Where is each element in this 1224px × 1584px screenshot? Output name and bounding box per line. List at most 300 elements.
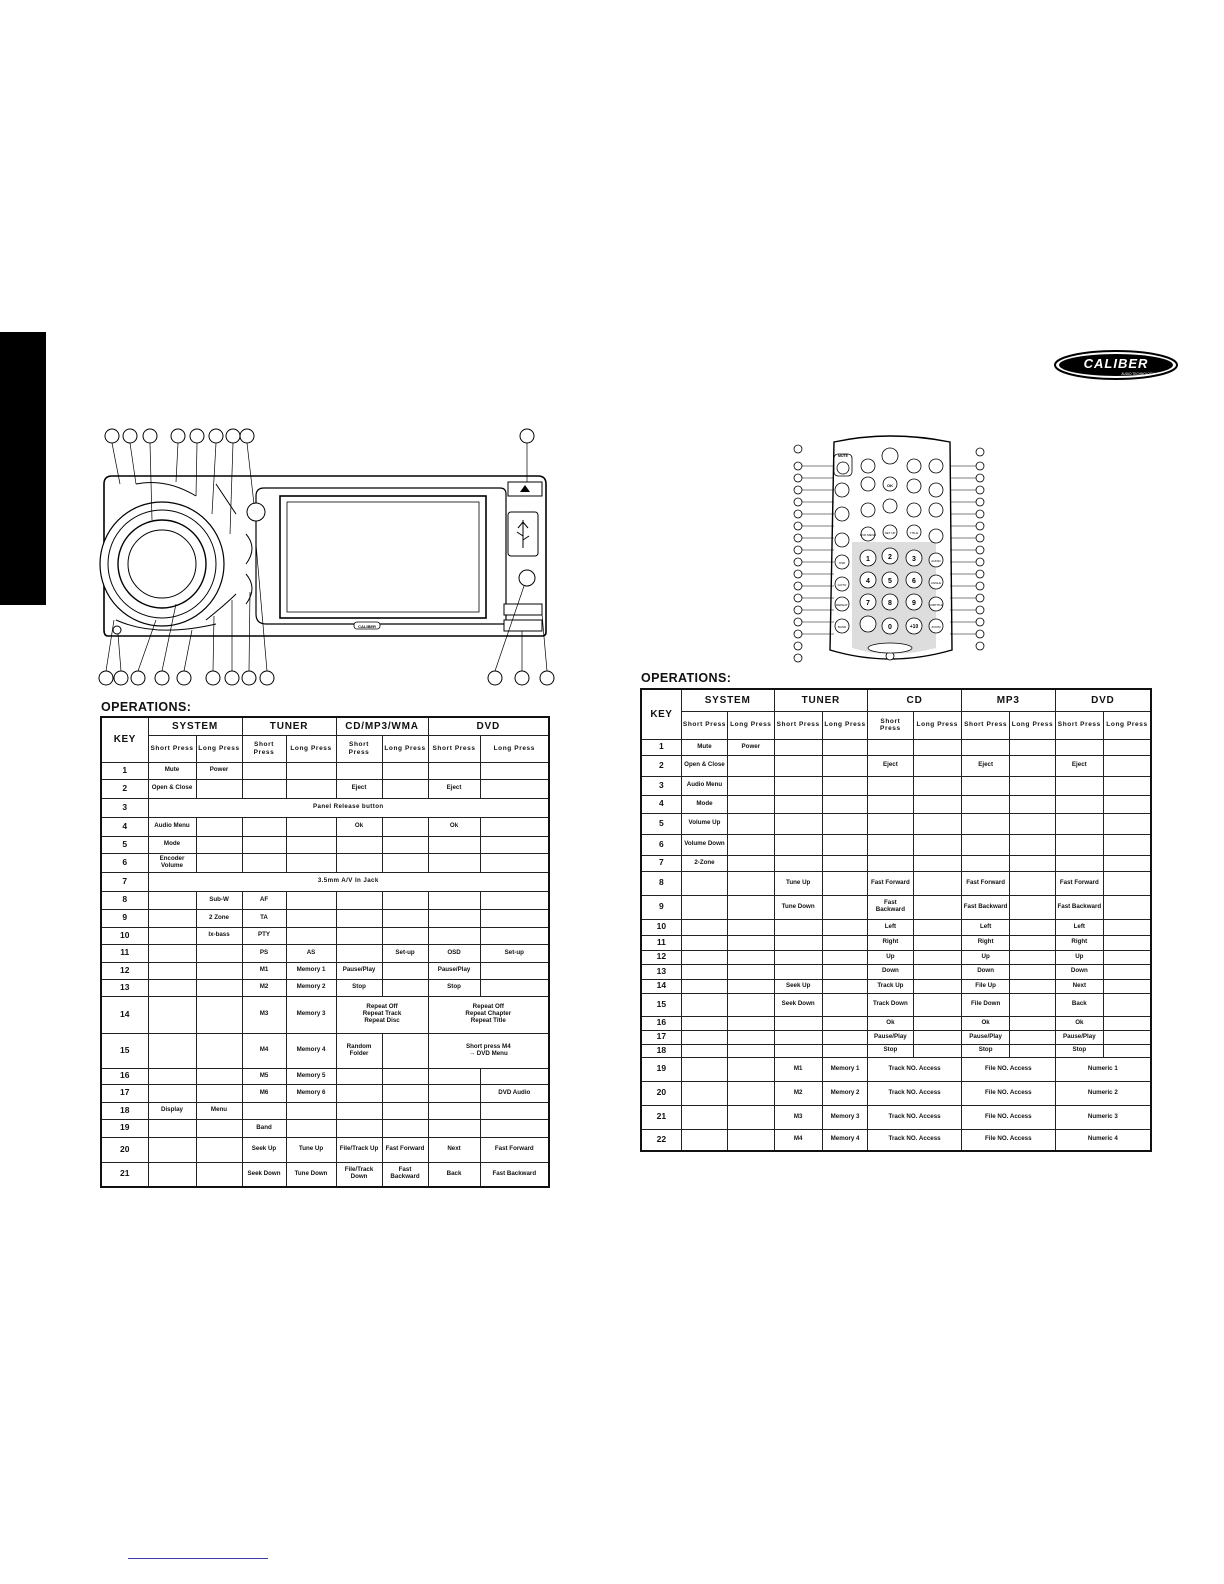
table-cell: Fast Backward: [480, 1162, 549, 1187]
sub-header: Long Press: [286, 735, 336, 762]
table-row: [641, 1081, 1151, 1105]
table-cell: [1010, 739, 1055, 755]
table-cell: [822, 739, 867, 755]
table-cell: [961, 795, 1009, 813]
table-cell: Down: [1055, 964, 1103, 979]
table-cell: Pause/Play: [961, 1030, 1009, 1044]
table-row: [101, 1102, 549, 1119]
wide-cell: Track NO. Access: [868, 1129, 962, 1151]
svg-text:1: 1: [866, 556, 870, 563]
key-cell: 15: [101, 1033, 148, 1068]
table-cell: Volume Down: [681, 834, 727, 855]
table-row: [101, 872, 549, 891]
table-cell: Eject: [336, 779, 382, 798]
span-cell: 3.5mm A/V In Jack: [148, 872, 549, 891]
key-cell: 10: [641, 919, 681, 935]
table-cell: [382, 817, 428, 836]
wide-cell: Track NO. Access: [868, 1057, 962, 1081]
table-cell: [681, 1057, 727, 1081]
sub-header: Short Press: [774, 711, 822, 739]
table-cell: [728, 895, 774, 919]
repeat-option: Repeat Off: [472, 1003, 504, 1011]
svg-text:AUDIO TECHNOLOGY: AUDIO TECHNOLOGY: [1121, 372, 1155, 376]
table-row: [641, 950, 1151, 964]
table-cell: [1010, 795, 1055, 813]
table-cell: [148, 927, 196, 944]
svg-text:OSD: OSD: [838, 561, 846, 565]
table-cell: Stop: [336, 979, 382, 996]
table-cell: [1055, 776, 1103, 795]
table-cell: [868, 776, 913, 795]
table-cell: [868, 795, 913, 813]
svg-text:SUBTITLE: SUBTITLE: [928, 603, 944, 607]
table-cell: [913, 855, 961, 871]
table-cell: [774, 795, 822, 813]
wide-cell: File NO. Access: [961, 1129, 1055, 1151]
table-cell: [774, 855, 822, 871]
table-cell: [681, 1105, 727, 1129]
sub-header: Short Press: [681, 711, 727, 739]
table-cell: Seek Up: [242, 1137, 286, 1162]
wide-cell: Numeric 2: [1055, 1081, 1151, 1105]
sub-header: Long Press: [728, 711, 774, 739]
table-cell: [242, 779, 286, 798]
table-cell: Memory 1: [822, 1057, 867, 1081]
key-cell: 9: [641, 895, 681, 919]
table-cell: Pause/Play: [1055, 1030, 1103, 1044]
key-cell: 15: [641, 993, 681, 1016]
table-cell: Tune Down: [286, 1162, 336, 1187]
key-cell: 5: [641, 813, 681, 834]
svg-text:7: 7: [866, 600, 870, 607]
table-cell: Display: [148, 1102, 196, 1119]
table-cell: [196, 979, 242, 996]
key-cell: 16: [641, 1016, 681, 1030]
table-cell: [774, 964, 822, 979]
table-row: [641, 855, 1151, 871]
table-cell: [681, 964, 727, 979]
table-cell: [822, 895, 867, 919]
table-cell: [1104, 1016, 1152, 1030]
group-header: CD/MP3/WMA: [336, 717, 428, 735]
table-cell: [336, 762, 382, 779]
table-cell: [1104, 895, 1152, 919]
table-cell: [822, 871, 867, 895]
table-cell: [148, 1137, 196, 1162]
svg-text:REPEAT: REPEAT: [836, 603, 848, 607]
key-cell: 6: [101, 853, 148, 872]
table-cell: [286, 836, 336, 853]
table-cell: Mode: [681, 795, 727, 813]
table-row: [641, 919, 1151, 935]
table-cell: Memory 6: [286, 1084, 336, 1102]
table-cell: [480, 891, 549, 909]
table-cell: [428, 836, 480, 853]
table-cell: Ix-bass: [196, 927, 242, 944]
table-cell: Up: [868, 950, 913, 964]
table-cell: Fast Forward: [1055, 871, 1103, 895]
table-row: [101, 798, 549, 817]
table-cell: Seek Down: [774, 993, 822, 1016]
table-row: [101, 909, 549, 927]
table-cell: [382, 1084, 428, 1102]
table-cell: [286, 817, 336, 836]
table-row: [101, 1162, 549, 1187]
table-cell: [1010, 979, 1055, 993]
table-cell: [681, 919, 727, 935]
table-cell: Ok: [336, 817, 382, 836]
table-cell: [148, 1084, 196, 1102]
key-cell: 19: [641, 1057, 681, 1081]
table-cell: Mute: [681, 739, 727, 755]
table-cell: [868, 855, 913, 871]
key-cell: 1: [101, 762, 148, 779]
svg-text:0: 0: [888, 624, 892, 631]
table-cell: [961, 855, 1009, 871]
table-row: [641, 1044, 1151, 1057]
table-cell: Fast Backward: [868, 895, 913, 919]
right-operations-table: [640, 688, 1152, 1152]
table-cell: [913, 919, 961, 935]
table-cell: [428, 1068, 480, 1084]
table-cell: PS: [242, 944, 286, 962]
group-header: DVD: [428, 717, 549, 735]
table-cell: M3: [774, 1105, 822, 1129]
table-cell: [196, 1162, 242, 1187]
table-cell: [1010, 1044, 1055, 1057]
table-cell: [480, 1068, 549, 1084]
table-cell: Power: [728, 739, 774, 755]
key-cell: 7: [101, 872, 148, 891]
table-cell: [774, 776, 822, 795]
table-cell: Back: [428, 1162, 480, 1187]
table-cell: [428, 927, 480, 944]
table-cell: [774, 919, 822, 935]
table-cell: [681, 1044, 727, 1057]
table-cell: Fast Backward: [961, 895, 1009, 919]
table-cell: [681, 979, 727, 993]
table-cell: [286, 853, 336, 872]
table-cell: [336, 944, 382, 962]
key-cell: 11: [101, 944, 148, 962]
table-cell: [1104, 935, 1152, 950]
key-cell: 21: [641, 1105, 681, 1129]
table-cell: M1: [242, 962, 286, 979]
wide-cell: Numeric 1: [1055, 1057, 1151, 1081]
svg-text:TITLE: TITLE: [909, 531, 919, 535]
table-cell: [382, 1119, 428, 1137]
footer-link-underline: [128, 1558, 268, 1559]
table-row: [641, 755, 1151, 776]
table-cell: DVD Audio: [480, 1084, 549, 1102]
key-cell: 13: [641, 964, 681, 979]
table-cell: [480, 1119, 549, 1137]
table-cell: [681, 1081, 727, 1105]
table-cell: [822, 855, 867, 871]
table-cell: [1010, 755, 1055, 776]
screen-logo: CALIBER: [358, 624, 376, 629]
group-header: SYSTEM: [681, 689, 774, 711]
table-cell: Memory 3: [822, 1105, 867, 1129]
table-cell: [196, 1137, 242, 1162]
left-operations-heading: OPERATIONS:: [101, 700, 192, 714]
table-cell: Audio Menu: [681, 776, 727, 795]
table-cell: [1104, 855, 1152, 871]
table-cell: OSD: [428, 944, 480, 962]
table-cell: [774, 1044, 822, 1057]
table-cell: [728, 755, 774, 776]
sub-header: Long Press: [913, 711, 961, 739]
table-cell: [196, 1033, 242, 1068]
svg-text:+10: +10: [909, 624, 919, 630]
table-cell: M6: [242, 1084, 286, 1102]
table-cell: Ok: [961, 1016, 1009, 1030]
svg-text:2: 2: [888, 554, 892, 561]
table-cell: [428, 1102, 480, 1119]
table-cell: [822, 964, 867, 979]
key-cell: 2: [641, 755, 681, 776]
table-row: [101, 891, 549, 909]
table-cell: [148, 909, 196, 927]
table-cell: Right: [961, 935, 1009, 950]
table-cell: [1010, 964, 1055, 979]
table-row: [641, 739, 1151, 755]
table-cell: [242, 836, 286, 853]
table-cell: [1104, 871, 1152, 895]
svg-text:6: 6: [912, 578, 916, 585]
table-cell: Stop: [428, 979, 480, 996]
svg-text:4: 4: [866, 578, 870, 585]
table-cell: [822, 919, 867, 935]
table-cell: [148, 962, 196, 979]
table-cell: [336, 891, 382, 909]
table-cell: [728, 935, 774, 950]
table-cell: [336, 1119, 382, 1137]
table-cell: [728, 1105, 774, 1129]
svg-text:ANGLE: ANGLE: [930, 581, 942, 585]
repeat-cell: [336, 996, 428, 1033]
table-cell: [1104, 1044, 1152, 1057]
table-cell: [774, 755, 822, 776]
table-cell: [242, 762, 286, 779]
key-cell: 13: [101, 979, 148, 996]
table-row: [101, 817, 549, 836]
table-cell: Pause/Play: [428, 962, 480, 979]
key-cell: 9: [101, 909, 148, 927]
key-cell: 4: [641, 795, 681, 813]
table-cell: [913, 950, 961, 964]
table-cell: Fast Forward: [382, 1137, 428, 1162]
table-cell: [913, 895, 961, 919]
table-cell: [1010, 1030, 1055, 1044]
table-cell: [196, 1084, 242, 1102]
table-cell: [286, 1102, 336, 1119]
sub-header: Long Press: [382, 735, 428, 762]
table-cell: [822, 950, 867, 964]
caliber-logo: [1054, 350, 1178, 380]
key-header: KEY: [641, 689, 681, 739]
table-row: [641, 935, 1151, 950]
table-cell: [428, 1084, 480, 1102]
svg-text:DVD MENU: DVD MENU: [859, 533, 877, 537]
table-cell: [913, 1030, 961, 1044]
table-cell: [286, 927, 336, 944]
table-cell: AS: [286, 944, 336, 962]
table-cell: M2: [774, 1081, 822, 1105]
table-cell: [1010, 950, 1055, 964]
table-cell: [480, 853, 549, 872]
table-cell: Fast Backward: [382, 1162, 428, 1187]
table-cell: [822, 755, 867, 776]
table-cell: Track Down: [868, 993, 913, 1016]
table-cell: [196, 853, 242, 872]
svg-text:5: 5: [888, 578, 892, 585]
table-cell: [428, 762, 480, 779]
table-cell: Stop: [1055, 1044, 1103, 1057]
table-cell: [822, 1044, 867, 1057]
table-row: [101, 1068, 549, 1084]
table-cell: [196, 779, 242, 798]
key-cell: 20: [101, 1137, 148, 1162]
remote-control-diagram: [790, 432, 990, 668]
table-cell: [1055, 739, 1103, 755]
table-cell: File Down: [961, 993, 1009, 1016]
table-row: [641, 813, 1151, 834]
table-cell: M1: [774, 1057, 822, 1081]
table-cell: [336, 1102, 382, 1119]
table-cell: [286, 891, 336, 909]
table-cell: [382, 962, 428, 979]
table-cell: [286, 779, 336, 798]
table-cell: [480, 962, 549, 979]
table-cell: [1104, 979, 1152, 993]
table-row: [101, 1119, 549, 1137]
table-cell: [336, 909, 382, 927]
table-cell: Up: [961, 950, 1009, 964]
table-cell: [242, 1102, 286, 1119]
table-cell: [382, 762, 428, 779]
table-row: [641, 979, 1151, 993]
table-row: [641, 871, 1151, 895]
svg-text:SET UP: SET UP: [884, 531, 896, 535]
table-cell: Ok: [428, 817, 480, 836]
table-cell: [336, 853, 382, 872]
repeat-option: Repeat Track: [362, 1010, 402, 1018]
table-cell: [1104, 776, 1152, 795]
table-cell: [148, 891, 196, 909]
key-cell: 3: [641, 776, 681, 795]
table-cell: [681, 871, 727, 895]
table-cell: [336, 927, 382, 944]
table-cell: Up: [1055, 950, 1103, 964]
table-cell: [382, 1068, 428, 1084]
table-cell: [196, 817, 242, 836]
table-cell: [382, 1102, 428, 1119]
table-row: [101, 996, 549, 1033]
table-cell: Memory 2: [822, 1081, 867, 1105]
wide-cell: Track NO. Access: [868, 1105, 962, 1129]
table-cell: [1055, 795, 1103, 813]
side-tab: [0, 332, 46, 605]
table-cell: Right: [1055, 935, 1103, 950]
key-cell: 21: [101, 1162, 148, 1187]
svg-text:BAND: BAND: [837, 625, 847, 629]
table-cell: [480, 779, 549, 798]
table-cell: Back: [1055, 993, 1103, 1016]
table-cell: [286, 762, 336, 779]
key-cell: 10: [101, 927, 148, 944]
table-cell: [480, 836, 549, 853]
table-cell: [961, 813, 1009, 834]
table-cell: [196, 944, 242, 962]
table-cell: Memory 2: [286, 979, 336, 996]
table-row: [641, 795, 1151, 813]
table-cell: [196, 962, 242, 979]
arrow-icon: →: [468, 1049, 477, 1057]
table-cell: [913, 979, 961, 993]
table-cell: [196, 996, 242, 1033]
wide-cell: File NO. Access: [961, 1057, 1055, 1081]
table-cell: [1010, 871, 1055, 895]
table-cell: [428, 891, 480, 909]
table-cell: Ok: [868, 1016, 913, 1030]
table-cell: M4: [774, 1129, 822, 1151]
table-row: [101, 762, 549, 779]
sub-header: Long Press: [1010, 711, 1055, 739]
table-cell: [1104, 1030, 1152, 1044]
table-row: [101, 1084, 549, 1102]
table-cell: [822, 1030, 867, 1044]
key-cell: 12: [641, 950, 681, 964]
table-cell: [913, 993, 961, 1016]
table-cell: Open & Close: [681, 755, 727, 776]
table-cell: [728, 1129, 774, 1151]
table-cell: [868, 834, 913, 855]
table-cell: [1010, 855, 1055, 871]
wide-cell: Numeric 3: [1055, 1105, 1151, 1129]
table-cell: [774, 739, 822, 755]
table-cell: Band: [242, 1119, 286, 1137]
table-cell: [382, 927, 428, 944]
wide-cell: File NO. Access: [961, 1105, 1055, 1129]
table-row: [101, 944, 549, 962]
table-cell: [148, 1033, 196, 1068]
table-cell: [681, 935, 727, 950]
table-cell: [1104, 964, 1152, 979]
table-cell: Memory 1: [286, 962, 336, 979]
group-header: TUNER: [242, 717, 336, 735]
key-cell: 18: [101, 1102, 148, 1119]
table-cell: [868, 813, 913, 834]
table-cell: [428, 853, 480, 872]
table-cell: [822, 935, 867, 950]
table-cell: [913, 739, 961, 755]
table-cell: Mute: [148, 762, 196, 779]
table-cell: [480, 979, 549, 996]
table-cell: Left: [961, 919, 1009, 935]
table-row: [101, 1033, 549, 1068]
dvd-menu-note: [428, 1033, 549, 1068]
table-cell: [148, 996, 196, 1033]
table-cell: [148, 1162, 196, 1187]
table-cell: [480, 927, 549, 944]
table-cell: [728, 855, 774, 871]
table-cell: Menu: [196, 1102, 242, 1119]
key-cell: 17: [641, 1030, 681, 1044]
table-cell: [681, 1016, 727, 1030]
table-cell: [1010, 895, 1055, 919]
table-cell: [382, 891, 428, 909]
